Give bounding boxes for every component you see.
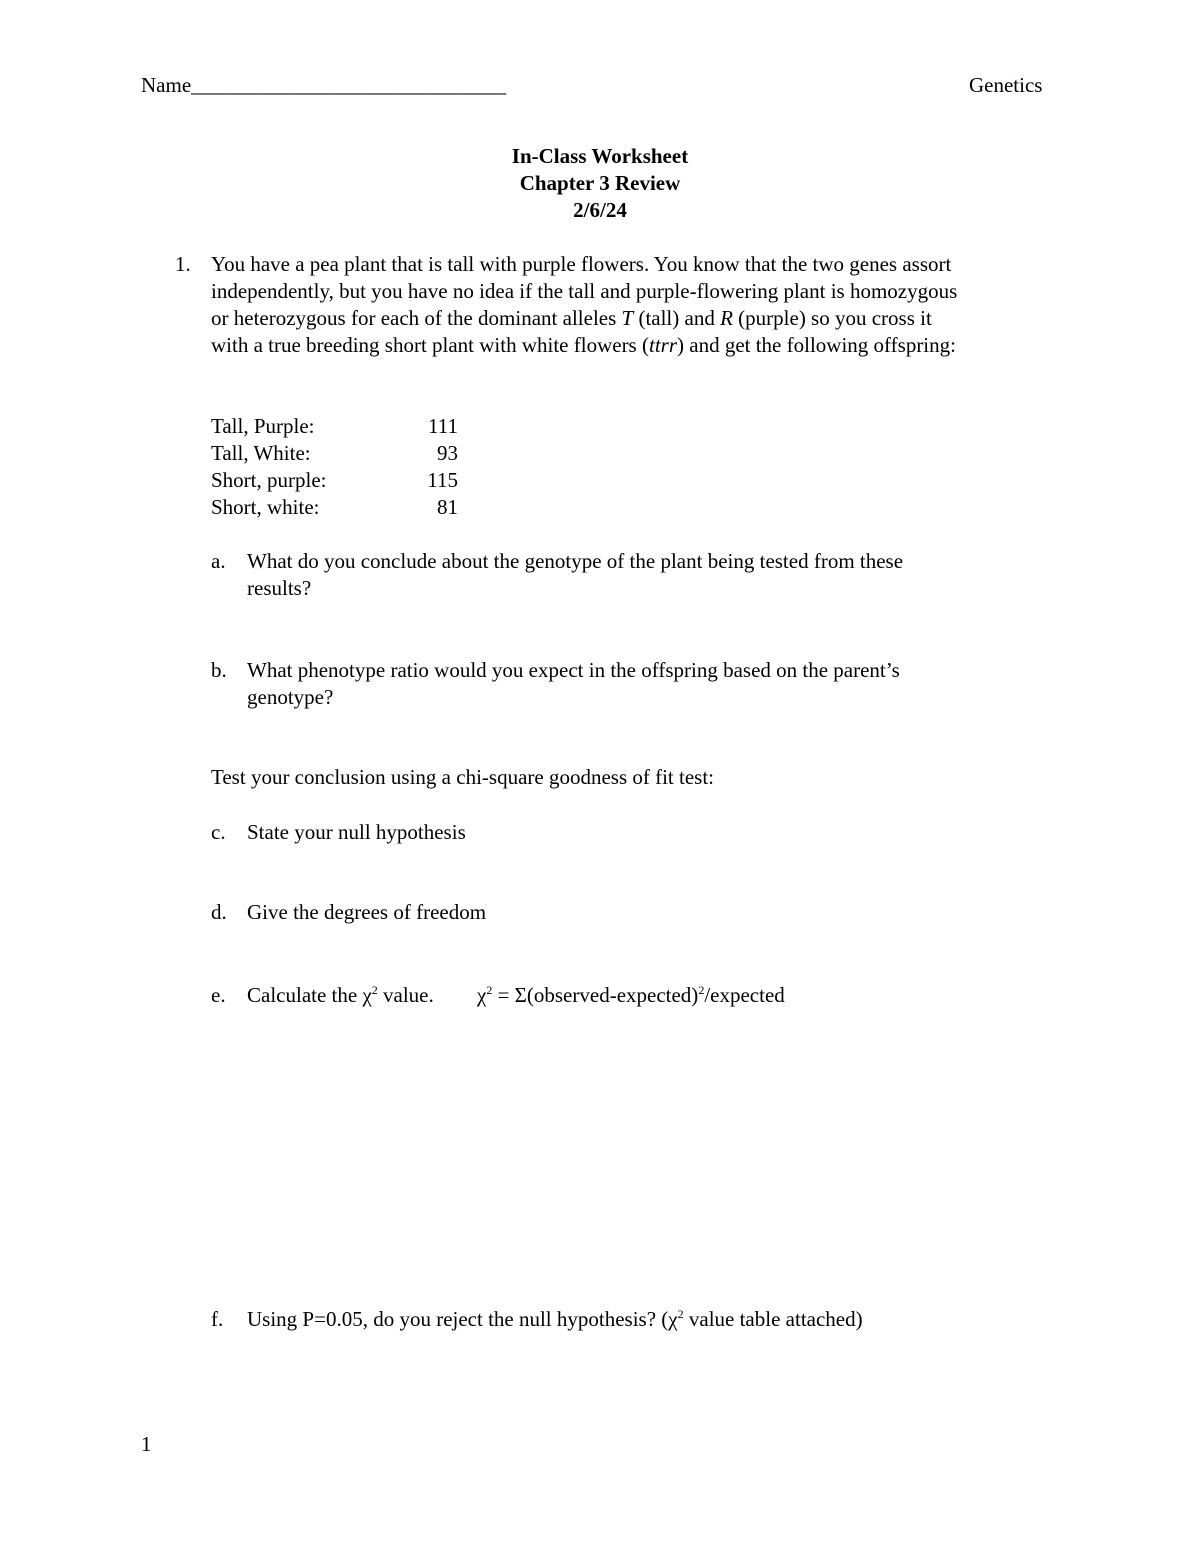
- question-number: 1.: [175, 252, 191, 276]
- worksheet-title: In-Class Worksheet: [511, 144, 689, 168]
- part-a-line-1: What do you conclude about the genotype of the plant being tested from these: [247, 549, 904, 573]
- part-e-text: Calculate the $\chi^2$ value.: [247, 983, 434, 1007]
- chi-symbol: χ: [362, 983, 372, 1007]
- question-text: [211, 251, 1071, 359]
- worksheet-date: 2/6/24: [573, 198, 627, 222]
- part-b-line-2: genotype?: [247, 685, 334, 709]
- question-line-3: or heterozygous for each of the dominant alleles T (tall) and R (purple) so you cross it: [211, 306, 932, 330]
- offspring-phenotype: Short, white:: [211, 495, 320, 519]
- page-number: 1: [141, 1432, 152, 1456]
- part-f-letter: f.: [211, 1307, 224, 1331]
- name-field: [141, 72, 506, 99]
- chi-symbol: χ: [668, 1307, 678, 1331]
- offspring-phenotype: Tall, White:: [211, 441, 311, 465]
- chi-square-intro: Test your conclusion using a chi-square goodness of fit test:: [211, 765, 715, 789]
- part-c-letter: c.: [211, 820, 226, 844]
- offspring-count: 81: [437, 495, 458, 519]
- part-b-letter: b.: [211, 658, 227, 682]
- name-blank: ______________________________: [191, 73, 507, 97]
- chi-square-formula: $\chi^2$ = Σ(observed-expected)$^2$/expected: [477, 983, 785, 1007]
- offspring-count: 93: [437, 441, 458, 465]
- course-name: Genetics: [969, 73, 1043, 97]
- question-line-4: with a true breeding short plant with white flowers (ttrr) and get the following offspring:: [211, 333, 956, 357]
- chapter-title: Chapter 3 Review: [519, 171, 681, 195]
- formula-chi: χ: [477, 983, 487, 1007]
- question-line-1: You have a pea plant that is tall with purple flowers. You know that the two genes assort: [211, 252, 952, 276]
- genotype-ttrr: ttrr: [648, 333, 677, 357]
- part-d-text: Give the degrees of freedom: [247, 900, 487, 924]
- part-a-letter: a.: [211, 549, 226, 573]
- part-d-letter: d.: [211, 900, 227, 924]
- allele-t: T: [621, 306, 634, 330]
- part-a-line-2: results?: [247, 576, 312, 600]
- offspring-count: 115: [427, 468, 458, 492]
- offspring-phenotype: Tall, Purple:: [211, 414, 315, 438]
- question-line-2: independently, but you have no idea if the tall and purple-flowering plant is homozygous: [211, 279, 958, 303]
- part-c-text: State your null hypothesis: [247, 820, 466, 844]
- offspring-count: 111: [428, 414, 458, 438]
- part-f-text: Using P=0.05, do you reject the null hypothesis? ($\chi^2$ value table attached): [247, 1307, 863, 1331]
- part-b-line-1: What phenotype ratio would you expect in the offspring based on the parent’s: [247, 658, 900, 682]
- name-label: Name: [141, 73, 192, 97]
- offspring-phenotype: Short, purple:: [211, 468, 327, 492]
- part-e-letter: e.: [211, 983, 226, 1007]
- allele-r: R: [720, 306, 733, 330]
